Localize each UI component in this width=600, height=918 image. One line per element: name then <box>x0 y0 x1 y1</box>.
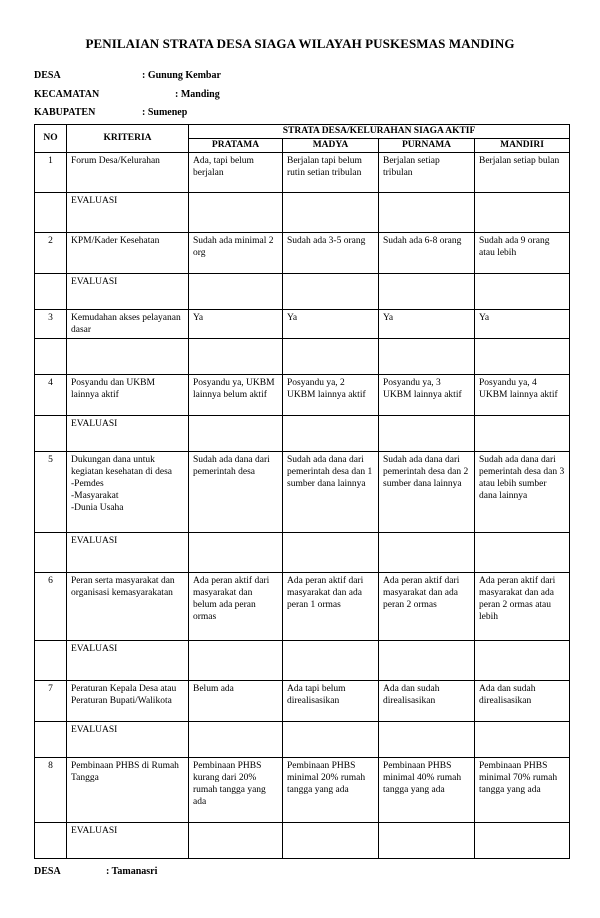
eval-no-cell <box>35 274 67 310</box>
cell-purnama: Sudah ada dana dari pemerintah desa dan 2 sumber dana lainnya <box>379 452 475 533</box>
eval-score-cell[interactable] <box>189 339 283 375</box>
evaluasi-label: EVALUASI <box>67 416 189 452</box>
cell-madya: Sudah ada 3-5 orang <box>283 233 379 274</box>
eval-no-cell <box>35 722 67 758</box>
cell-kriteria: Kemudahan akses pelayanan dasar <box>67 310 189 339</box>
eval-score-cell[interactable] <box>283 416 379 452</box>
cell-no: 7 <box>35 681 67 722</box>
eval-no-cell <box>35 339 67 375</box>
evaluation-row <box>35 533 570 573</box>
cell-kriteria: Pembinaan PHBS di Rumah Tangga <box>67 758 189 823</box>
eval-score-cell[interactable] <box>475 416 570 452</box>
cell-kriteria: KPM/Kader Kesehatan <box>67 233 189 274</box>
meta-kecamatan <box>34 89 220 100</box>
footer-desa-value: : Tamanasri <box>106 866 158 877</box>
cell-purnama: Sudah ada 6-8 orang <box>379 233 475 274</box>
eval-score-cell[interactable] <box>283 722 379 758</box>
eval-score-cell[interactable] <box>475 533 570 573</box>
eval-score-cell[interactable] <box>475 823 570 859</box>
evaluation-row <box>35 339 570 375</box>
table-row <box>35 452 570 533</box>
eval-score-cell[interactable] <box>283 339 379 375</box>
cell-purnama: Pembinaan PHBS minimal 40% rumah tangga yang ada <box>379 758 475 823</box>
meta-kabupaten <box>34 107 188 118</box>
evaluasi-label <box>67 339 189 375</box>
cell-pratama: Sudah ada dana dari pemerintah desa <box>189 452 283 533</box>
header-madya: MADYA <box>283 139 379 153</box>
evaluation-row <box>35 722 570 758</box>
cell-pratama: Ada, tapi belum berjalan <box>189 153 283 193</box>
cell-kriteria: Peran serta masyarakat dan organisasi kemasyarakatan <box>67 573 189 641</box>
cell-kriteria: Forum Desa/Kelurahan <box>67 153 189 193</box>
footer-desa-label: DESA <box>34 866 61 877</box>
cell-kriteria: Dukungan dana untuk kegiatan kesehatan di desa -Pemdes -Masyarakat -Dunia Usaha <box>67 452 189 533</box>
cell-madya: Ada peran aktif dari masyarakat dan ada peran 1 ormas <box>283 573 379 641</box>
eval-score-cell[interactable] <box>475 641 570 681</box>
desa-label: DESA <box>34 70 61 81</box>
cell-madya: Ada tapi belum direalisasikan <box>283 681 379 722</box>
table-row <box>35 681 570 722</box>
eval-score-cell[interactable] <box>189 641 283 681</box>
evaluation-row <box>35 416 570 452</box>
cell-pratama: Ada peran aktif dari masyarakat dan belum ada peran ormas <box>189 573 283 641</box>
evaluasi-label: EVALUASI <box>67 641 189 681</box>
eval-score-cell[interactable] <box>189 274 283 310</box>
evaluasi-label: EVALUASI <box>67 274 189 310</box>
eval-score-cell[interactable] <box>379 533 475 573</box>
eval-score-cell[interactable] <box>379 641 475 681</box>
table-body <box>35 153 570 859</box>
header-purnama: PURNAMA <box>379 139 475 153</box>
eval-score-cell[interactable] <box>379 193 475 233</box>
evaluation-row <box>35 823 570 859</box>
cell-purnama: Berjalan setiap tribulan <box>379 153 475 193</box>
cell-madya: Ya <box>283 310 379 339</box>
eval-no-cell <box>35 416 67 452</box>
eval-score-cell[interactable] <box>283 193 379 233</box>
cell-mandiri: Ya <box>475 310 570 339</box>
cell-mandiri: Ada dan sudah direalisasikan <box>475 681 570 722</box>
evaluasi-label: EVALUASI <box>67 823 189 859</box>
cell-pratama: Posyandu ya, UKBM lainnya belum aktif <box>189 375 283 416</box>
eval-no-cell <box>35 823 67 859</box>
cell-madya: Posyandu ya, 2 UKBM lainnya aktif <box>283 375 379 416</box>
table-row <box>35 758 570 823</box>
header-kriteria: KRITERIA <box>67 125 189 153</box>
cell-no: 8 <box>35 758 67 823</box>
evaluasi-label: EVALUASI <box>67 722 189 758</box>
eval-score-cell[interactable] <box>379 274 475 310</box>
header-pratama: PRATAMA <box>189 139 283 153</box>
eval-score-cell[interactable] <box>475 339 570 375</box>
evaluation-row <box>35 641 570 681</box>
cell-no: 3 <box>35 310 67 339</box>
table-row <box>35 375 570 416</box>
header-strata-group: STRATA DESA/KELURAHAN SIAGA AKTIF <box>189 125 570 139</box>
cell-mandiri: Posyandu ya, 4 UKBM lainnya aktif <box>475 375 570 416</box>
assessment-table <box>34 124 570 859</box>
eval-score-cell[interactable] <box>189 416 283 452</box>
eval-score-cell[interactable] <box>379 416 475 452</box>
table-row <box>35 573 570 641</box>
eval-score-cell[interactable] <box>475 722 570 758</box>
cell-no: 1 <box>35 153 67 193</box>
meta-desa <box>34 70 221 81</box>
eval-score-cell[interactable] <box>189 193 283 233</box>
eval-no-cell <box>35 533 67 573</box>
evaluasi-label: EVALUASI <box>67 193 189 233</box>
eval-score-cell[interactable] <box>379 722 475 758</box>
eval-score-cell[interactable] <box>283 533 379 573</box>
evaluation-row <box>35 193 570 233</box>
cell-no: 4 <box>35 375 67 416</box>
cell-mandiri: Berjalan setiap bulan <box>475 153 570 193</box>
evaluasi-label: EVALUASI <box>67 533 189 573</box>
kabupaten-label: KABUPATEN <box>34 107 96 118</box>
eval-no-cell <box>35 193 67 233</box>
cell-mandiri: Sudah ada 9 orang atau lebih <box>475 233 570 274</box>
cell-madya: Sudah ada dana dari pemerintah desa dan 1 sumber dana lainnya <box>283 452 379 533</box>
table-row <box>35 233 570 274</box>
cell-pratama: Belum ada <box>189 681 283 722</box>
eval-score-cell[interactable] <box>379 339 475 375</box>
kabupaten-value: : Sumenep <box>142 107 188 118</box>
cell-pratama: Sudah ada minimal 2 org <box>189 233 283 274</box>
eval-score-cell[interactable] <box>475 193 570 233</box>
kecamatan-label: KECAMATAN <box>34 89 100 100</box>
footer-desa <box>34 866 158 877</box>
eval-score-cell[interactable] <box>283 274 379 310</box>
table-row <box>35 310 570 339</box>
header-no: NO <box>35 125 67 153</box>
eval-no-cell <box>35 641 67 681</box>
cell-kriteria: Posyandu dan UKBM lainnya aktif <box>67 375 189 416</box>
eval-score-cell[interactable] <box>189 533 283 573</box>
cell-purnama: Ada peran aktif dari masyarakat dan ada peran 2 ormas <box>379 573 475 641</box>
cell-pratama: Ya <box>189 310 283 339</box>
cell-mandiri: Sudah ada dana dari pemerintah desa dan 3 atau lebih sumber dana lainnya <box>475 452 570 533</box>
table-row <box>35 153 570 193</box>
eval-score-cell[interactable] <box>283 641 379 681</box>
page-title: PENILAIAN STRATA DESA SIAGA WILAYAH PUSKESMAS MANDING <box>85 36 515 51</box>
cell-no: 5 <box>35 452 67 533</box>
cell-no: 6 <box>35 573 67 641</box>
cell-madya: Pembinaan PHBS minimal 20% rumah tangga yang ada <box>283 758 379 823</box>
eval-score-cell[interactable] <box>283 823 379 859</box>
cell-mandiri: Pembinaan PHBS minimal 70% rumah tangga yang ada <box>475 758 570 823</box>
header-mandiri: MANDIRI <box>475 139 570 153</box>
evaluation-row <box>35 274 570 310</box>
eval-score-cell[interactable] <box>475 274 570 310</box>
cell-purnama: Posyandu ya, 3 UKBM lainnya aktif <box>379 375 475 416</box>
cell-madya: Berjalan tapi belum rutin setian tribulan <box>283 153 379 193</box>
desa-value: : Gunung Kembar <box>142 70 221 81</box>
eval-score-cell[interactable] <box>189 823 283 859</box>
kecamatan-value: : Manding <box>175 89 220 100</box>
cell-no: 2 <box>35 233 67 274</box>
eval-score-cell[interactable] <box>379 823 475 859</box>
eval-score-cell[interactable] <box>189 722 283 758</box>
cell-kriteria: Peraturan Kepala Desa atau Peraturan Bupati/Walikota <box>67 681 189 722</box>
cell-purnama: Ada dan sudah direalisasikan <box>379 681 475 722</box>
cell-mandiri: Ada peran aktif dari masyarakat dan ada peran 2 ormas atau lebih <box>475 573 570 641</box>
cell-pratama: Pembinaan PHBS kurang dari 20% rumah tangga yang ada <box>189 758 283 823</box>
cell-purnama: Ya <box>379 310 475 339</box>
